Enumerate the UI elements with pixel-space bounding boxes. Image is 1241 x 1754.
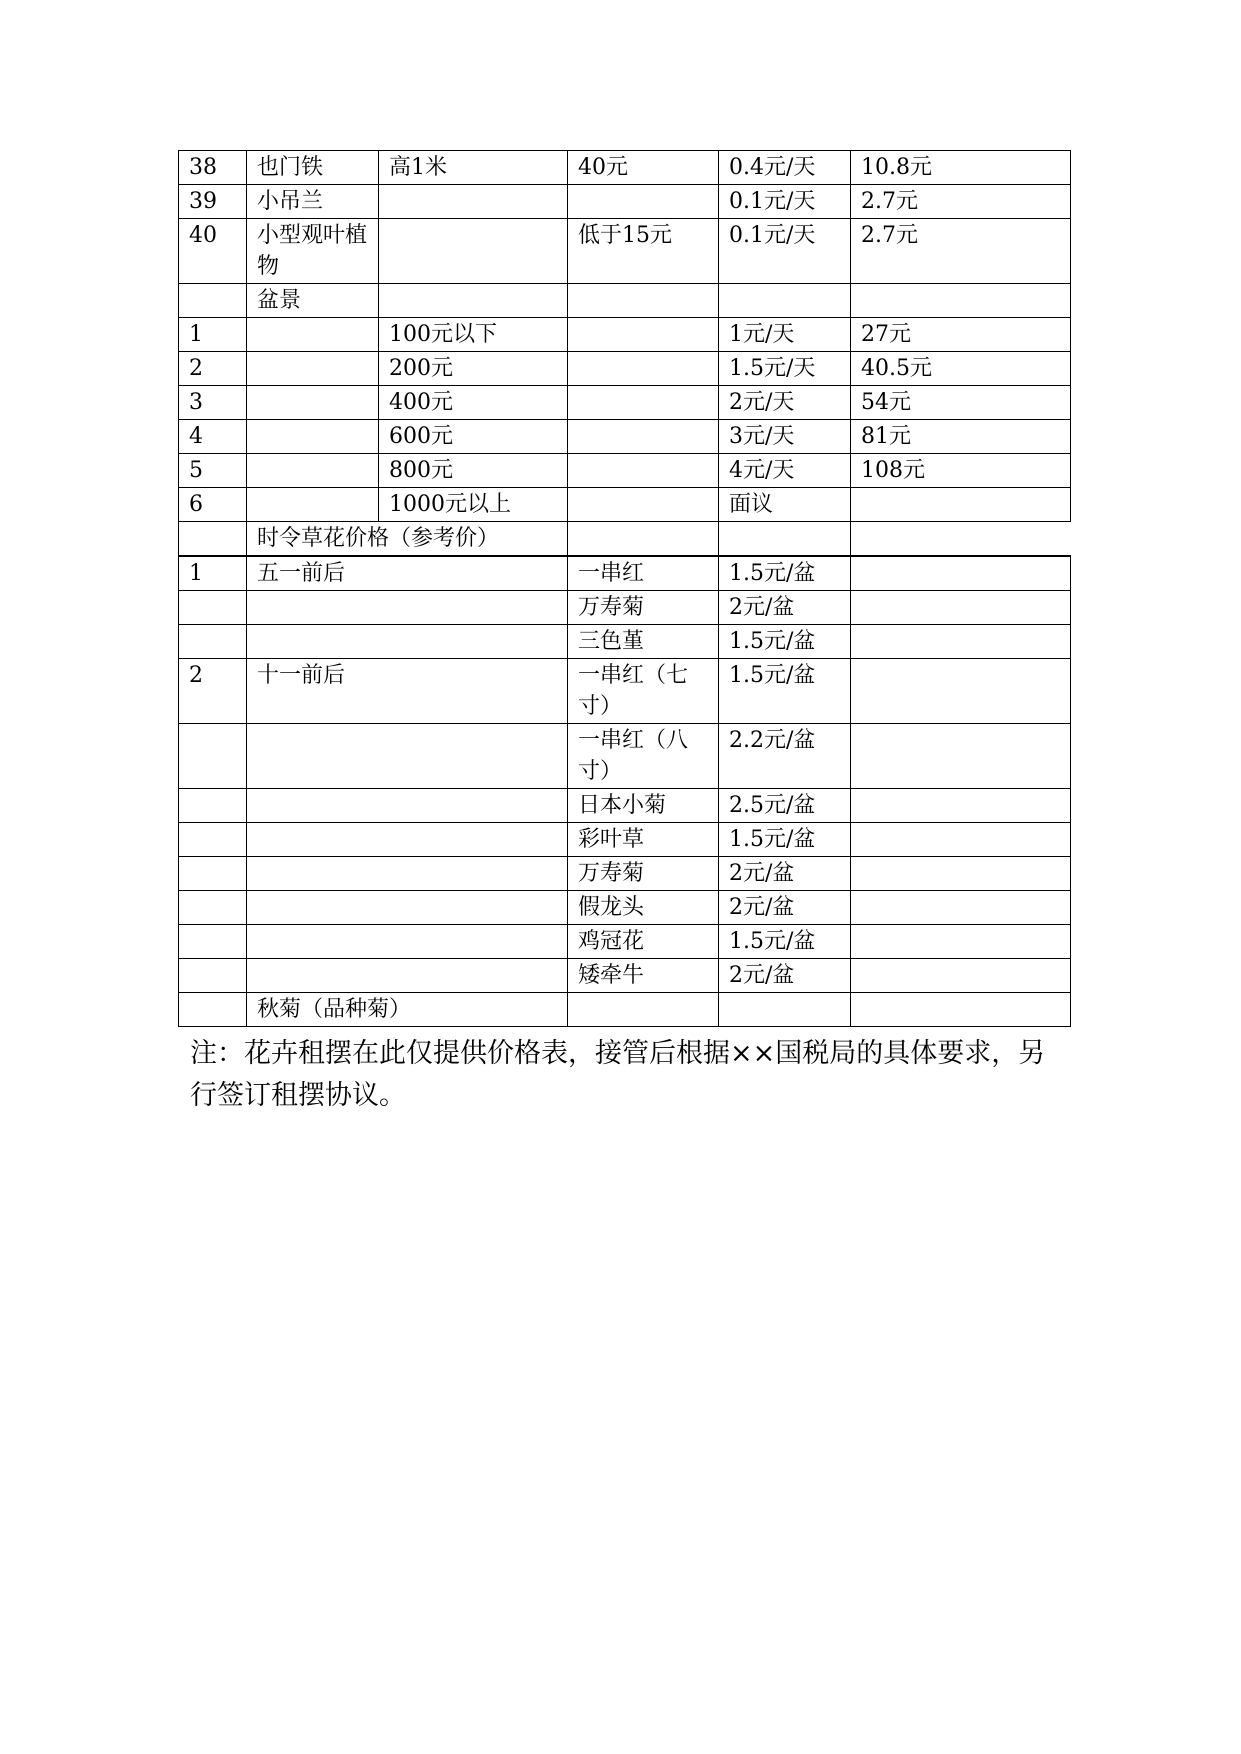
cell-rate: 2元/盆 [719,959,851,993]
footnote: 注：花卉租摆在此仅提供价格表，接管后根据××国税局的具体要求，另行签订租摆协议。 [190,1038,1046,1111]
cell-rate [719,284,851,318]
table-row [179,284,1071,318]
cell-section-name [247,959,568,993]
table-row [179,420,1071,454]
cell-total [851,891,1071,925]
cell-number [179,823,247,857]
table-row [179,185,1071,219]
cell-spec: 200元 [379,352,568,386]
table-row [179,151,1071,185]
cell-section-name: 五一前后 [247,556,568,591]
cell-section-name [247,891,568,925]
cell-number [179,522,247,557]
cell-value [568,352,719,386]
cell-spec: 1000元以上 [379,488,568,522]
cell-variety: 三色堇 [568,625,719,659]
cell-total: 10.8元 [851,151,1071,185]
cell-section-name [247,625,568,659]
cell-variety: 万寿菊 [568,857,719,891]
cell-item-name [247,386,379,420]
cell-rate: 4元/天 [719,454,851,488]
cell-variety: 日本小菊 [568,789,719,823]
cell-number: 40 [179,219,247,284]
cell-spec: 高1米 [379,151,568,185]
cell-value: 低于15元 [568,219,719,284]
cell-section-name: 时令草花价格（参考价） [247,522,568,557]
document-page [178,150,1070,1117]
cell-number [179,857,247,891]
cell-value [568,284,719,318]
cell-variety: 矮牵牛 [568,959,719,993]
table-row [179,993,1071,1027]
flower-rental-price-table [178,150,1071,1027]
cell-item-name [247,420,379,454]
cell-item-name [247,318,379,352]
table-row [179,556,1071,591]
cell-rate: 0.1元/天 [719,219,851,284]
cell-variety [568,522,719,557]
cell-rate: 1.5元/盆 [719,925,851,959]
cell-spec: 800元 [379,454,568,488]
cell-section-name [247,789,568,823]
cell-rate: 2元/天 [719,386,851,420]
cell-number [179,789,247,823]
cell-total [851,789,1071,823]
table-row [179,318,1071,352]
cell-total [851,625,1071,659]
cell-number: 5 [179,454,247,488]
cell-number: 39 [179,185,247,219]
cell-item-name: 也门铁 [247,151,379,185]
cell-rate: 1元/天 [719,318,851,352]
cell-number [179,284,247,318]
cell-total [851,591,1071,625]
cell-spec: 100元以下 [379,318,568,352]
cell-item-name [247,488,379,522]
cell-variety: 假龙头 [568,891,719,925]
table-row [179,789,1071,823]
table-row [179,857,1071,891]
cell-rate: 1.5元/盆 [719,625,851,659]
cell-total: 2.7元 [851,219,1071,284]
cell-item-name [247,454,379,488]
cell-section-name: 十一前后 [247,659,568,724]
cell-value [568,454,719,488]
cell-section-name [247,724,568,789]
cell-rate: 2元/盆 [719,591,851,625]
cell-variety: 一串红 [568,556,719,591]
table-row [179,352,1071,386]
cell-total [851,993,1071,1027]
cell-item-name: 小吊兰 [247,185,379,219]
cell-spec [379,219,568,284]
cell-number: 1 [179,318,247,352]
cell-item-name: 盆景 [247,284,379,318]
cell-value [568,318,719,352]
cell-item-name: 小型观叶植物 [247,219,379,284]
cell-rate: 1.5元/盆 [719,659,851,724]
cell-number: 38 [179,151,247,185]
table-row [179,454,1071,488]
cell-number: 3 [179,386,247,420]
cell-section-name [247,591,568,625]
cell-number: 6 [179,488,247,522]
cell-total: 108元 [851,454,1071,488]
cell-total [851,659,1071,724]
cell-variety: 鸡冠花 [568,925,719,959]
cell-item-name [247,352,379,386]
cell-total [851,857,1071,891]
cell-rate: 面议 [719,488,851,522]
cell-rate [719,522,851,557]
cell-number [179,591,247,625]
cell-rate [719,993,851,1027]
cell-total [851,724,1071,789]
table-row [179,891,1071,925]
cell-variety: 一串红（七寸） [568,659,719,724]
cell-spec: 400元 [379,386,568,420]
cell-total: 54元 [851,386,1071,420]
cell-rate: 2.5元/盆 [719,789,851,823]
cell-value [568,185,719,219]
table-row [179,959,1071,993]
cell-total: 27元 [851,318,1071,352]
cell-section-name [247,823,568,857]
cell-section-name [247,925,568,959]
cell-number [179,724,247,789]
cell-variety: 万寿菊 [568,591,719,625]
cell-total [851,823,1071,857]
cell-number: 4 [179,420,247,454]
table-row [179,724,1071,789]
cell-variety [568,993,719,1027]
cell-spec: 600元 [379,420,568,454]
cell-number [179,891,247,925]
cell-number [179,959,247,993]
table-row [179,488,1071,522]
cell-total [851,284,1071,318]
cell-rate: 1.5元/盆 [719,556,851,591]
table-row [179,386,1071,420]
cell-spec [379,185,568,219]
cell-section-name: 秋菊（品种菊） [247,993,568,1027]
cell-number: 1 [179,556,247,591]
cell-value [568,386,719,420]
cell-number [179,925,247,959]
cell-value: 40元 [568,151,719,185]
cell-rate: 3元/天 [719,420,851,454]
cell-total [851,959,1071,993]
cell-spec [379,284,568,318]
table-row [179,591,1071,625]
cell-rate: 0.1元/天 [719,185,851,219]
cell-total [851,488,1071,522]
cell-number: 2 [179,352,247,386]
table-row [179,219,1071,284]
cell-total: 81元 [851,420,1071,454]
cell-total [851,556,1071,591]
cell-total: 40.5元 [851,352,1071,386]
cell-section-name [247,857,568,891]
table-row [179,625,1071,659]
table-row [179,925,1071,959]
cell-total: 2.7元 [851,185,1071,219]
cell-rate: 2元/盆 [719,891,851,925]
cell-value [568,488,719,522]
cell-rate: 2.2元/盆 [719,724,851,789]
cell-rate: 1.5元/天 [719,352,851,386]
cell-number [179,625,247,659]
cell-number: 2 [179,659,247,724]
cell-variety: 彩叶草 [568,823,719,857]
table-row [179,823,1071,857]
cell-number [179,993,247,1027]
cell-rate: 0.4元/天 [719,151,851,185]
table-row [179,522,1071,557]
cell-rate: 1.5元/盆 [719,823,851,857]
cell-variety: 一串红（八寸） [568,724,719,789]
cell-rate: 2元/盆 [719,857,851,891]
table-row [179,659,1071,724]
cell-value [568,420,719,454]
cell-total [851,925,1071,959]
